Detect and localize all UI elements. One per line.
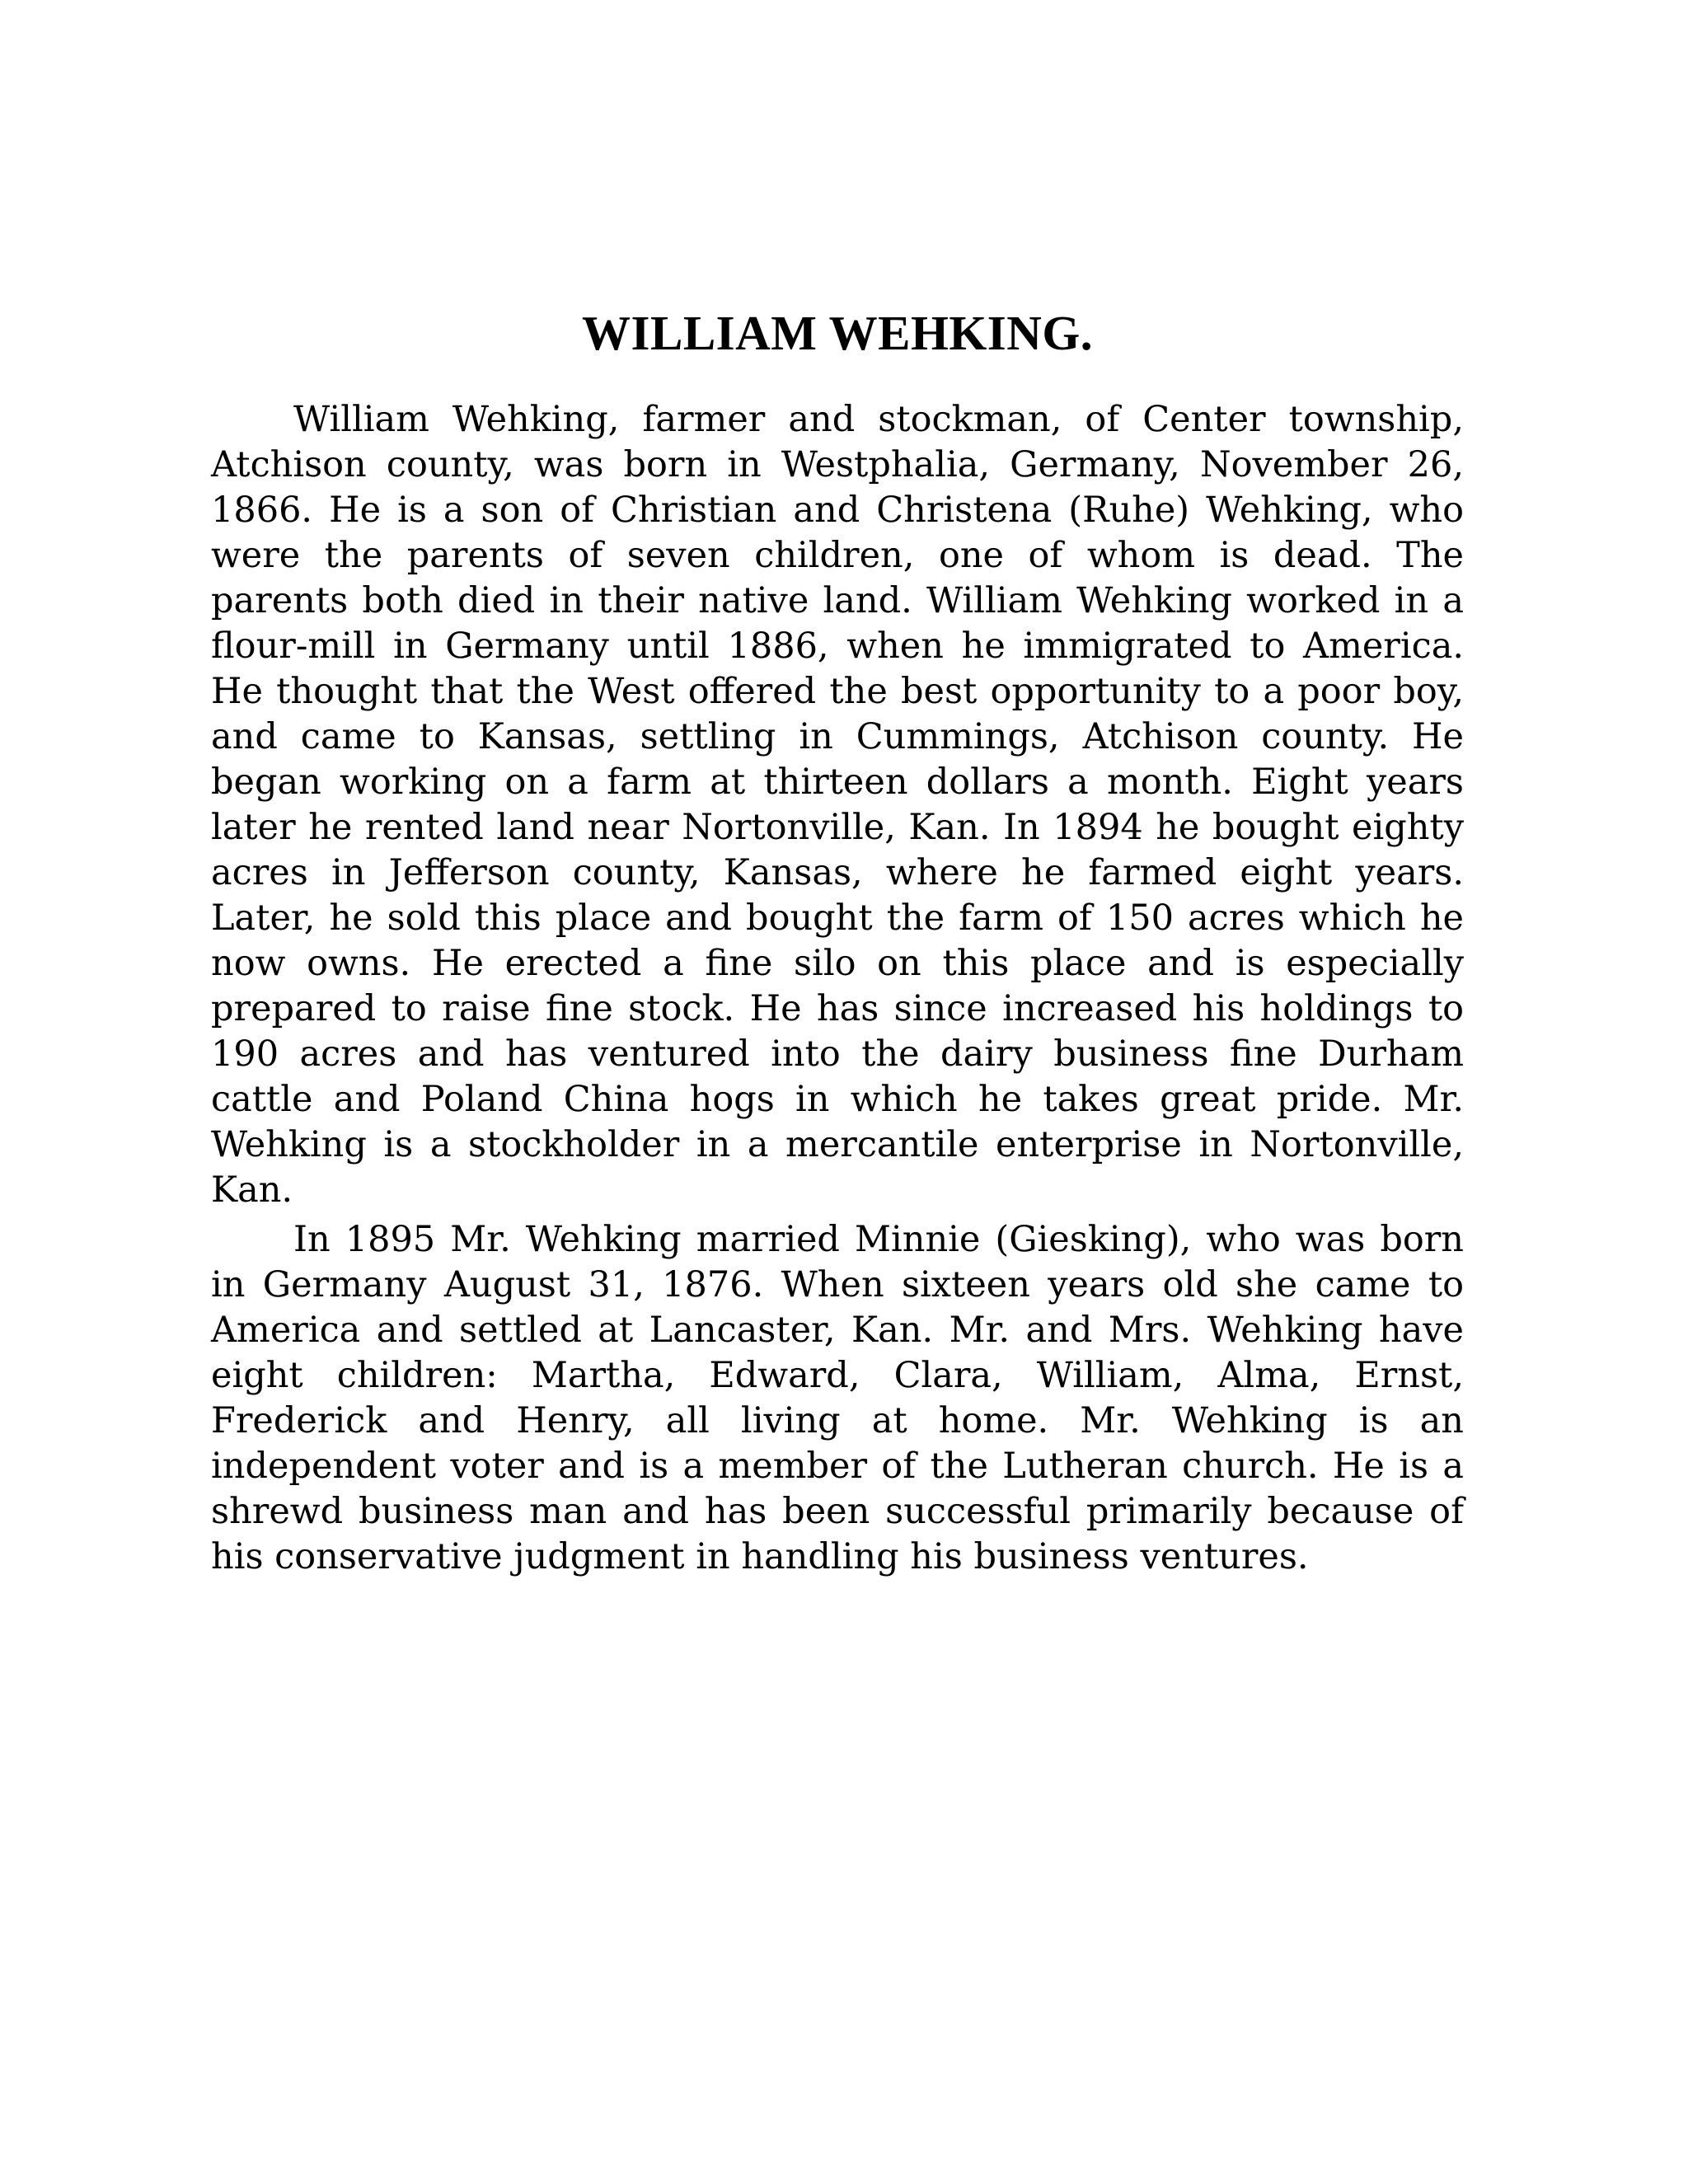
paragraph-biography: William Wehking, farmer and stockman, of Center township, Atchison county, was born in Westphalia, Germany, November 26, 1866. He is a son of Christian and Christena (Ruhe) Wehking, who were the parents of seven children, one of whom is dead. The parents both died in their native land. William Wehking worked in a flour-mill in Germany until 1886, when he immigrated to America. He thought that the West offered the best opportunity to a poor boy, and came to Kansas, settling in Cummings, Atchison county. He began working on a farm at thirteen dollars a month. Eight years later he rented land near Nortonville, Kan. In 1894 he bought eighty acres in Jefferson county, Kansas, where he farmed eight years. Later, he sold this place and bought the farm of 150 acres which he now owns. He erected a fine silo on this place and is especially prepared to raise fine stock. He has since increased his holdings to 190 acres and has ventured into the dairy business fine Durham cattle and Poland China hogs in which he takes great pride. Mr. Wehking is a stockholder in a mercantile enterprise in Nortonville, Kan. xyxy=(211,399,1464,1211)
document-content xyxy=(211,303,1464,1580)
page-title: WILLIAM WEHKING. xyxy=(582,306,1093,360)
paragraph-family: In 1895 Mr. Wehking married Minnie (Giesking), who was born in Germany August 31, 1876. When sixteen years old she came to America and settled at Lancaster, Kan. Mr. and Mrs. Wehking have eight children: Martha, Edward, Clara, William, Alma, Ernst, Frederick and Henry, all living at home. Mr. Wehking is an independent voter and is a member of the Lutheran church. He is a shrewd business man and has been successful primarily because of his conservative judgment in handling his business ventures. xyxy=(211,1219,1464,1577)
